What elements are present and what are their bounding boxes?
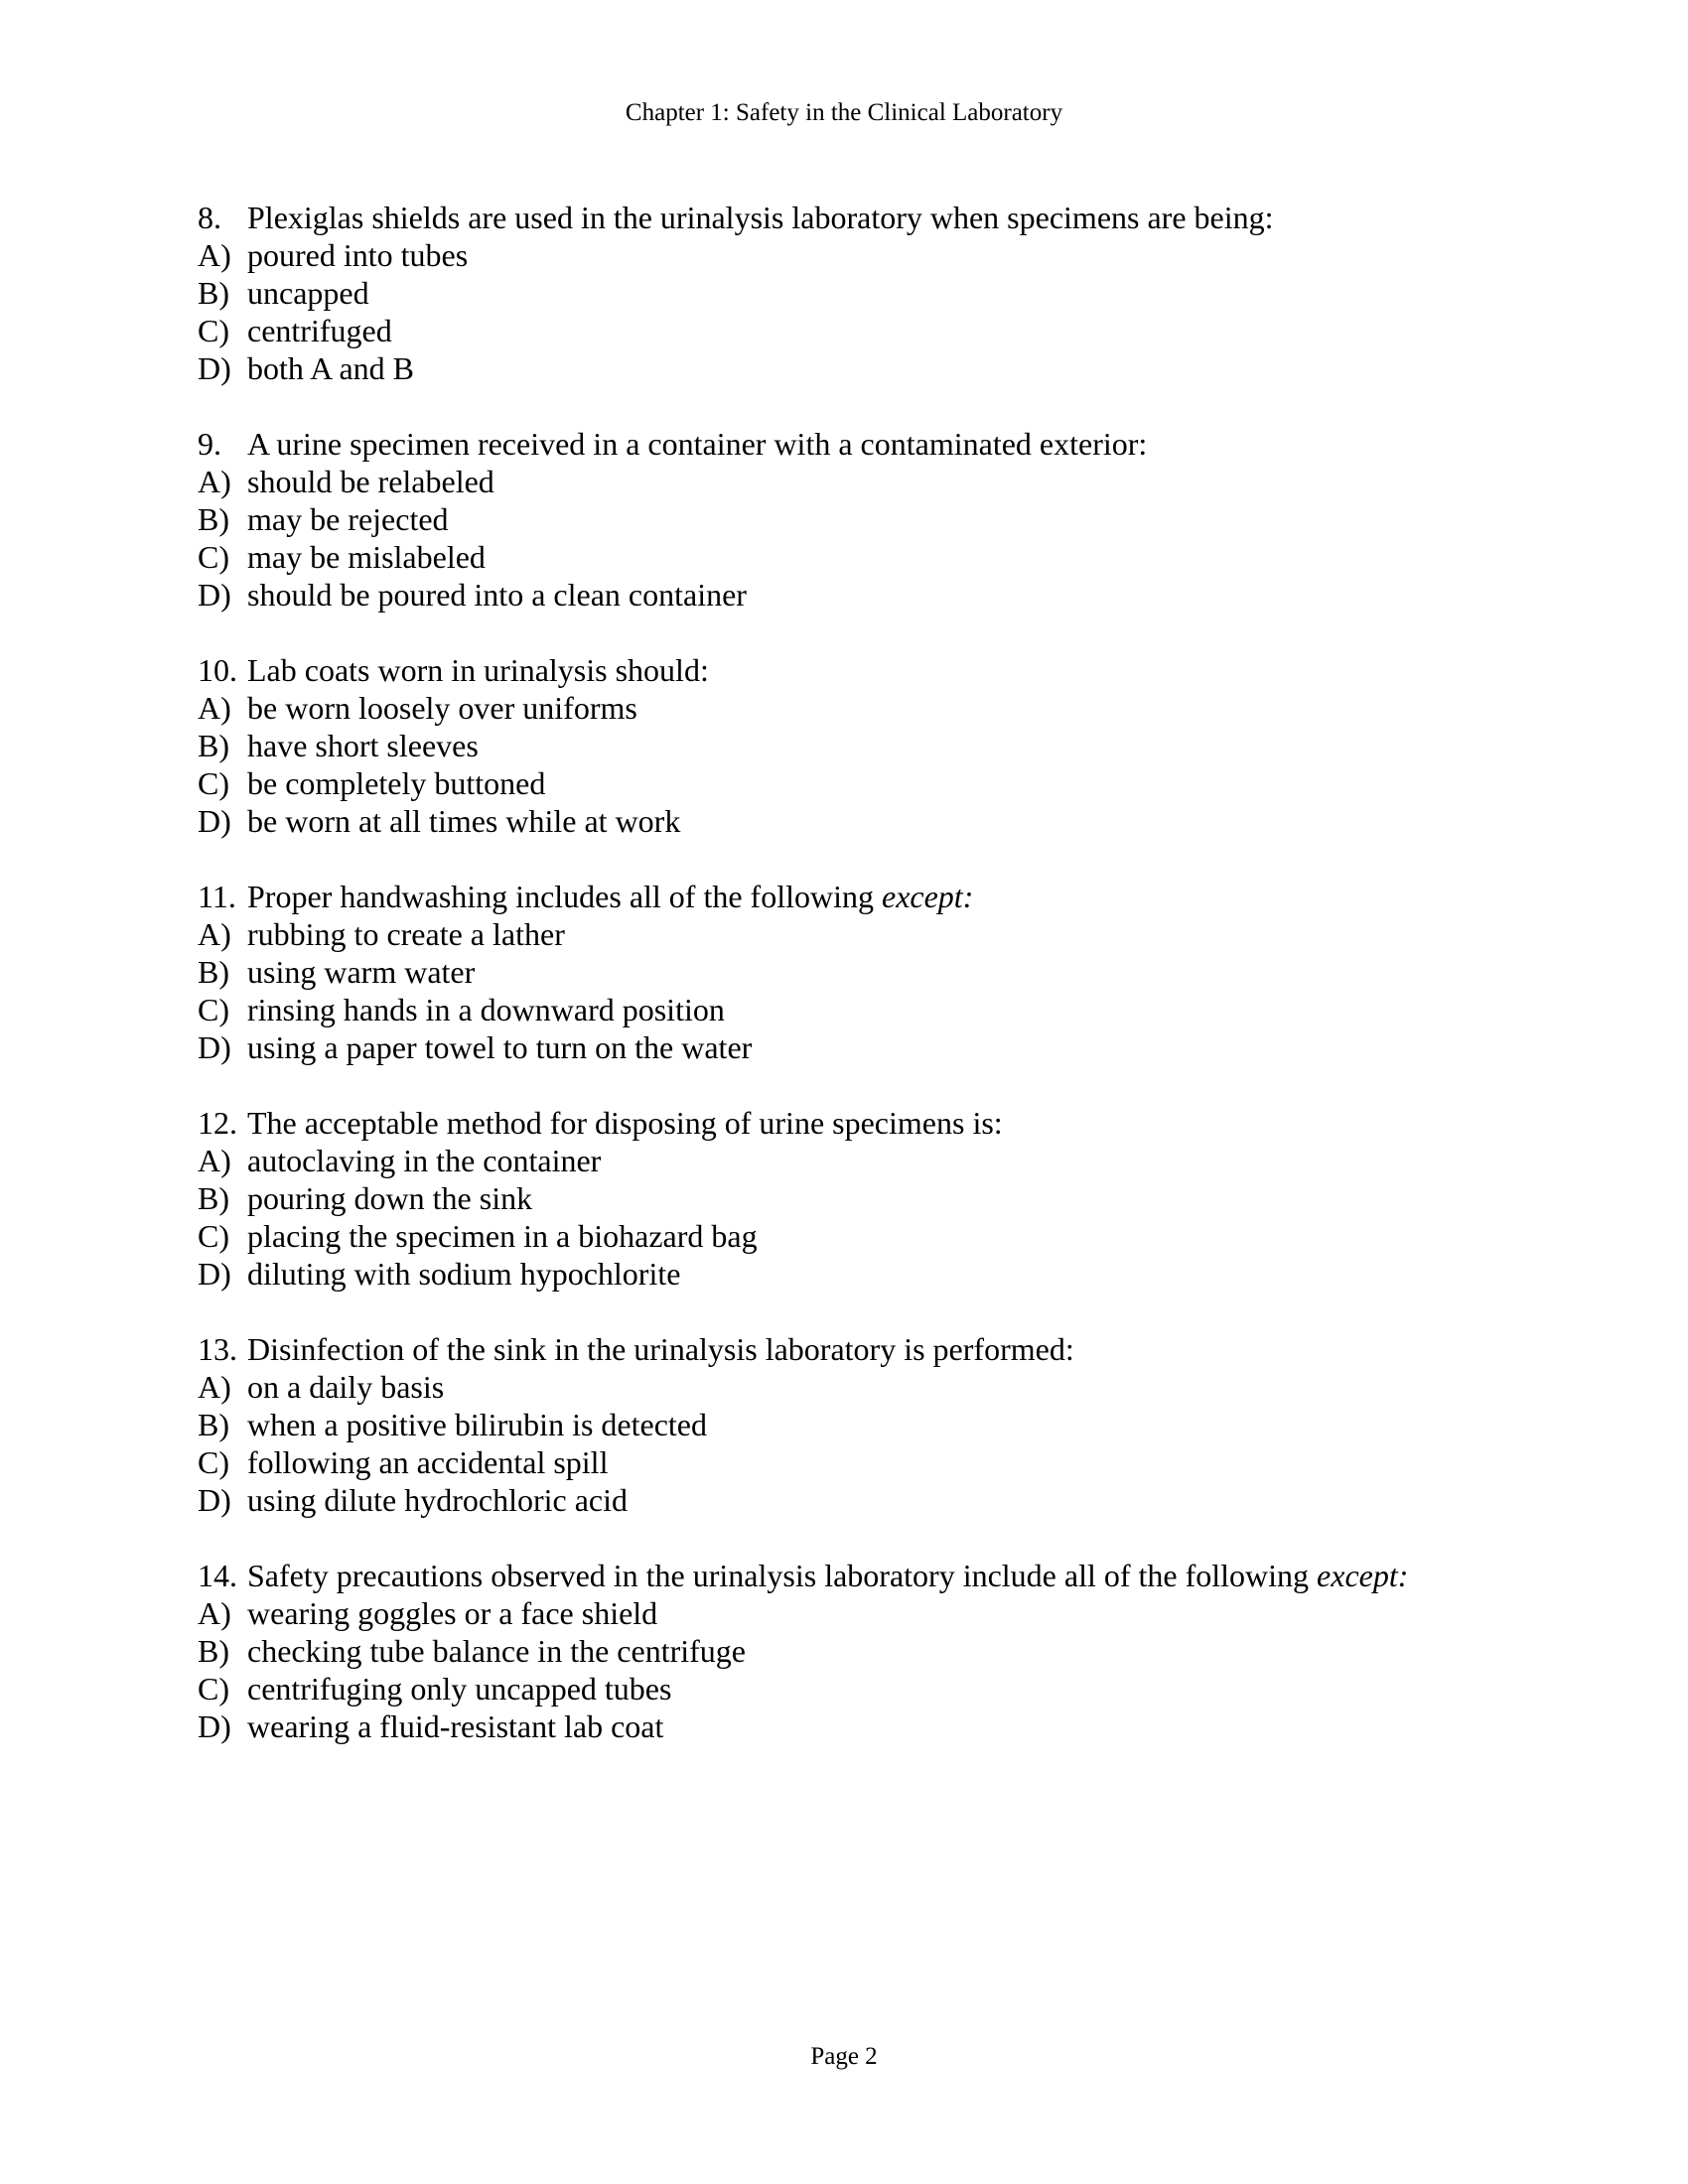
question-list [198, 199, 1508, 1783]
option-text: autoclaving in the container [247, 1143, 602, 1178]
stem-emphasis: except: [1317, 1558, 1409, 1593]
option-text: on a daily basis [247, 1369, 445, 1405]
option-c [198, 312, 1508, 349]
option-text: uncapped [247, 275, 369, 311]
option-b [198, 1632, 1508, 1670]
option-letter: B) [198, 954, 229, 990]
option-d [198, 1481, 1508, 1519]
option-text: should be relabeled [247, 464, 494, 499]
stem-emphasis: except: [881, 879, 974, 914]
option-a [198, 236, 1508, 274]
option-text: using a paper towel to turn on the water [247, 1029, 753, 1065]
question-10 [198, 651, 1508, 840]
question-stem [198, 1557, 1508, 1594]
option-a [198, 689, 1508, 727]
option-text: checking tube balance in the centrifuge [247, 1633, 746, 1669]
question-stem [198, 425, 1508, 463]
stem-text: Lab coats worn in urinalysis should: [247, 652, 709, 688]
option-a [198, 463, 1508, 500]
question-14 [198, 1557, 1508, 1745]
question-text [247, 425, 1147, 463]
option-a [198, 1594, 1508, 1632]
option-b [198, 727, 1508, 764]
option-letter: B) [198, 1180, 229, 1216]
option-b [198, 1406, 1508, 1443]
question-number: 11. [198, 879, 236, 914]
option-letter: D) [198, 350, 231, 386]
question-12 [198, 1104, 1508, 1293]
option-letter: C) [198, 1671, 229, 1706]
option-text: may be rejected [247, 501, 449, 537]
question-number: 13. [198, 1331, 237, 1367]
option-letter: A) [198, 916, 231, 952]
option-text: be worn at all times while at work [247, 803, 681, 839]
option-letter: D) [198, 803, 231, 839]
question-11 [198, 878, 1508, 1066]
question-13 [198, 1330, 1508, 1519]
option-c [198, 1670, 1508, 1707]
option-letter: D) [198, 577, 231, 613]
stem-text: Proper handwashing includes all of the following [247, 879, 882, 914]
question-number: 8. [198, 200, 221, 235]
option-letter: A) [198, 1369, 231, 1405]
question-number: 14. [198, 1558, 237, 1593]
option-letter: D) [198, 1256, 231, 1292]
option-d [198, 1255, 1508, 1293]
option-d [198, 1707, 1508, 1745]
option-text: may be mislabeled [247, 539, 486, 575]
option-letter: C) [198, 1218, 229, 1254]
option-d [198, 576, 1508, 614]
option-text: placing the specimen in a biohazard bag [247, 1218, 758, 1254]
option-text: when a positive bilirubin is detected [247, 1407, 707, 1442]
option-letter: B) [198, 501, 229, 537]
option-text: pouring down the sink [247, 1180, 533, 1216]
option-letter: A) [198, 464, 231, 499]
question-stem [198, 1104, 1508, 1142]
option-letter: C) [198, 765, 229, 801]
option-text: wearing goggles or a face shield [247, 1595, 658, 1631]
option-text: be worn loosely over uniforms [247, 690, 637, 726]
option-letter: C) [198, 313, 229, 348]
option-d [198, 802, 1508, 840]
page-header: Chapter 1: Safety in the Clinical Laboratory [625, 99, 1063, 126]
question-stem [198, 651, 1508, 689]
option-text: wearing a fluid-resistant lab coat [247, 1708, 664, 1744]
option-letter: A) [198, 237, 231, 273]
option-d [198, 349, 1508, 387]
option-b [198, 1179, 1508, 1217]
option-text: following an accidental spill [247, 1444, 609, 1480]
question-stem [198, 199, 1508, 236]
option-text: rinsing hands in a downward position [247, 992, 725, 1027]
option-letter: D) [198, 1708, 231, 1744]
option-text: using dilute hydrochloric acid [247, 1482, 629, 1518]
option-text: both A and B [247, 350, 415, 386]
option-b [198, 274, 1508, 312]
option-letter: B) [198, 275, 229, 311]
option-text: have short sleeves [247, 728, 479, 763]
option-c [198, 764, 1508, 802]
question-text [247, 878, 973, 915]
question-number: 12. [198, 1105, 237, 1141]
option-letter: B) [198, 1407, 229, 1442]
option-letter: A) [198, 690, 231, 726]
option-c [198, 538, 1508, 576]
option-letter: A) [198, 1143, 231, 1178]
option-letter: C) [198, 992, 229, 1027]
option-text: should be poured into a clean container [247, 577, 747, 613]
stem-text: Safety precautions observed in the urinalysis laboratory include all of the following [247, 1558, 1318, 1593]
stem-text: The acceptable method for disposing of urine specimens is: [247, 1105, 1003, 1141]
stem-text: A urine specimen received in a container with a contaminated exterior: [247, 426, 1148, 462]
question-text [247, 1330, 1074, 1368]
question-9 [198, 425, 1508, 614]
option-letter: D) [198, 1482, 231, 1518]
option-letter: C) [198, 539, 229, 575]
question-stem [198, 878, 1508, 915]
stem-text: Disinfection of the sink in the urinalysis laboratory is performed: [247, 1331, 1074, 1367]
question-8 [198, 199, 1508, 387]
option-a [198, 1368, 1508, 1406]
option-letter: B) [198, 728, 229, 763]
option-text: be completely buttoned [247, 765, 546, 801]
option-a [198, 1142, 1508, 1179]
option-a [198, 915, 1508, 953]
option-text: using warm water [247, 954, 476, 990]
option-letter: A) [198, 1595, 231, 1631]
option-letter: B) [198, 1633, 229, 1669]
option-c [198, 1443, 1508, 1481]
question-text [247, 199, 1274, 236]
option-text: diluting with sodium hypochlorite [247, 1256, 681, 1292]
option-b [198, 500, 1508, 538]
option-letter: D) [198, 1029, 231, 1065]
option-text: poured into tubes [247, 237, 469, 273]
question-text [247, 1104, 1003, 1142]
option-c [198, 991, 1508, 1028]
question-number: 9. [198, 426, 221, 462]
question-text [247, 1557, 1408, 1594]
page-number: Page 2 [810, 2043, 878, 2070]
option-text: rubbing to create a lather [247, 916, 565, 952]
option-b [198, 953, 1508, 991]
option-c [198, 1217, 1508, 1255]
option-text: centrifuged [247, 313, 392, 348]
option-letter: C) [198, 1444, 229, 1480]
option-d [198, 1028, 1508, 1066]
question-number: 10. [198, 652, 237, 688]
stem-text: Plexiglas shields are used in the urinalysis laboratory when specimens are being: [247, 200, 1274, 235]
option-text: centrifuging only uncapped tubes [247, 1671, 672, 1706]
question-text [247, 651, 709, 689]
question-stem [198, 1330, 1508, 1368]
